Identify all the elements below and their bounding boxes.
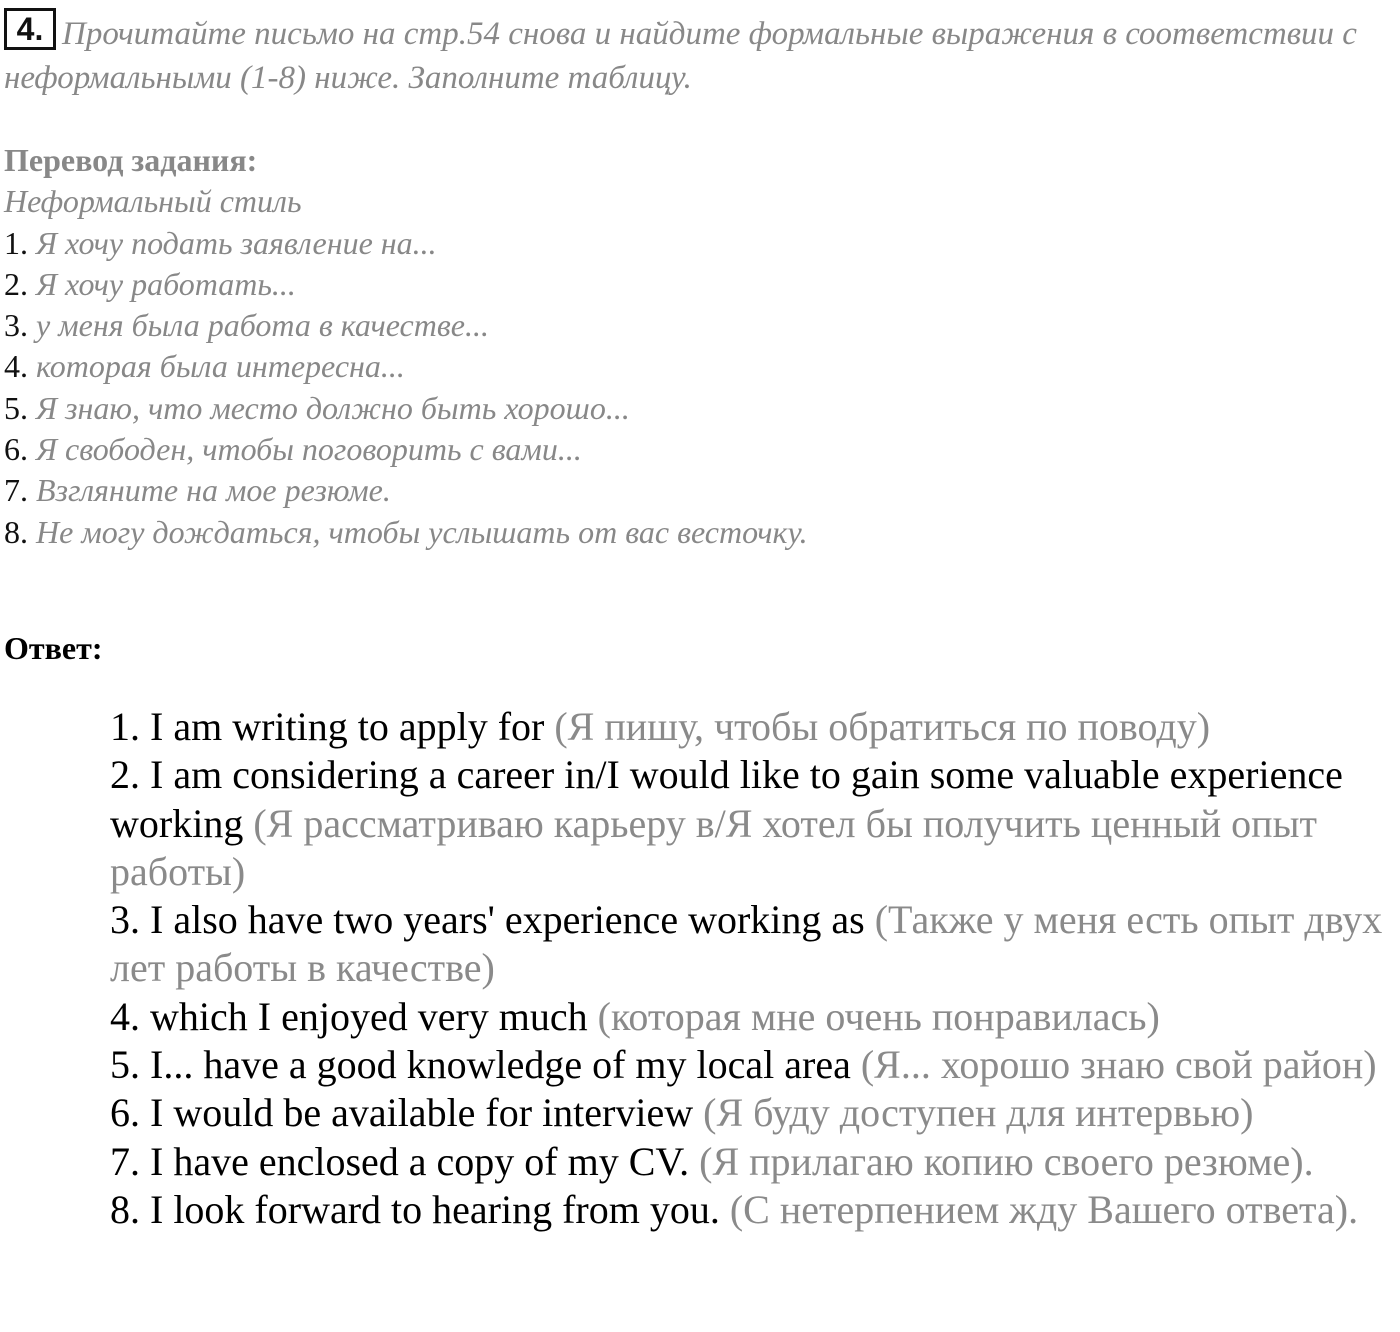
answer-item (110, 1186, 1400, 1234)
translation-item-number: 6. (4, 431, 28, 468)
answer-english: 2. I am considering a career in/I would like to gain some valuable experience working (110, 752, 1343, 846)
answer-english: 8. I look forward to hearing from you. (110, 1186, 720, 1232)
answer-item (110, 993, 1400, 1041)
answer-item (110, 1138, 1400, 1186)
answer-russian: (которая мне очень понравилась) (597, 993, 1160, 1039)
answer-list (110, 703, 1400, 1234)
answer-item (110, 1041, 1400, 1089)
answer-english: 5. I... have a good knowledge of my local area (110, 1042, 851, 1088)
translation-item (4, 223, 1394, 264)
answer-label: Ответ: (4, 630, 103, 666)
translation-title: Перевод задания: (4, 142, 258, 178)
answer-english: 7. I have enclosed a copy of my CV. (110, 1138, 690, 1184)
style-label: Неформальный стиль (4, 183, 302, 220)
translation-item-number: 3. (4, 307, 28, 344)
translation-item (4, 512, 1394, 553)
translation-item-number: 7. (4, 472, 28, 509)
translation-item (4, 346, 1394, 387)
translation-item (4, 388, 1394, 429)
translation-item-number: 5. (4, 389, 28, 426)
answer-english: 3. I also have two years' experience working as (110, 897, 865, 943)
translation-item-number: 2. (4, 265, 28, 302)
answer-russian: (Я пишу, чтобы обратиться по поводу) (554, 704, 1211, 749)
translation-item-text: Не могу дождаться, чтобы услышать от вас весточку. (36, 513, 808, 550)
translation-item-text: Взгляните на мое резюме. (36, 472, 391, 509)
translation-item-text: которая была интересна... (36, 348, 405, 385)
task-instruction: Прочитайте письмо на стр.54 снова и найдите формальные выражения в соответствии с неформальными (1-8) ниже. Заполните таблицу. (4, 16, 1357, 96)
task-header (4, 8, 1394, 100)
translation-item-text: Я свободен, чтобы поговорить с вами... (36, 431, 582, 468)
answer-russian: (Также у меня есть опыт двух лет работы в качестве) (110, 897, 1383, 991)
answer-english: 1. I am writing to apply for (110, 704, 545, 749)
answer-item (110, 751, 1400, 896)
answer-item (110, 1089, 1400, 1137)
answer-russian: (Я буду доступен для интервью) (703, 1090, 1254, 1136)
answer-russian: (С нетерпением жду Вашего ответа). (729, 1186, 1359, 1232)
translation-item (4, 470, 1394, 511)
translation-item-text: Я знаю, что место должно быть хорошо... (36, 389, 630, 426)
answer-item (110, 896, 1400, 993)
translation-item-number: 8. (4, 513, 28, 550)
translation-item (4, 429, 1394, 470)
task-number-badge: 4. (4, 8, 56, 50)
translation-item-text: у меня была работа в качестве... (36, 307, 489, 344)
answer-item (110, 703, 1400, 751)
answer-russian: (Я прилагаю копию своего резюме). (699, 1138, 1314, 1184)
answer-english: 6. I would be available for interview (110, 1090, 694, 1136)
answer-english: 4. which I enjoyed very much (110, 993, 588, 1039)
translation-item-text: Я хочу работать... (36, 265, 296, 302)
translation-item-number: 1. (4, 224, 28, 261)
translation-item-text: Я хочу подать заявление на... (36, 224, 437, 261)
translation-item-number: 4. (4, 348, 28, 385)
translation-item (4, 305, 1394, 346)
translation-item (4, 264, 1394, 305)
translation-section (4, 140, 1394, 553)
answer-russian: (Я рассматриваю карьеру в/Я хотел бы получить ценный опыт работы) (110, 800, 1317, 894)
answer-russian: (Я... хорошо знаю свой район) (860, 1042, 1377, 1088)
